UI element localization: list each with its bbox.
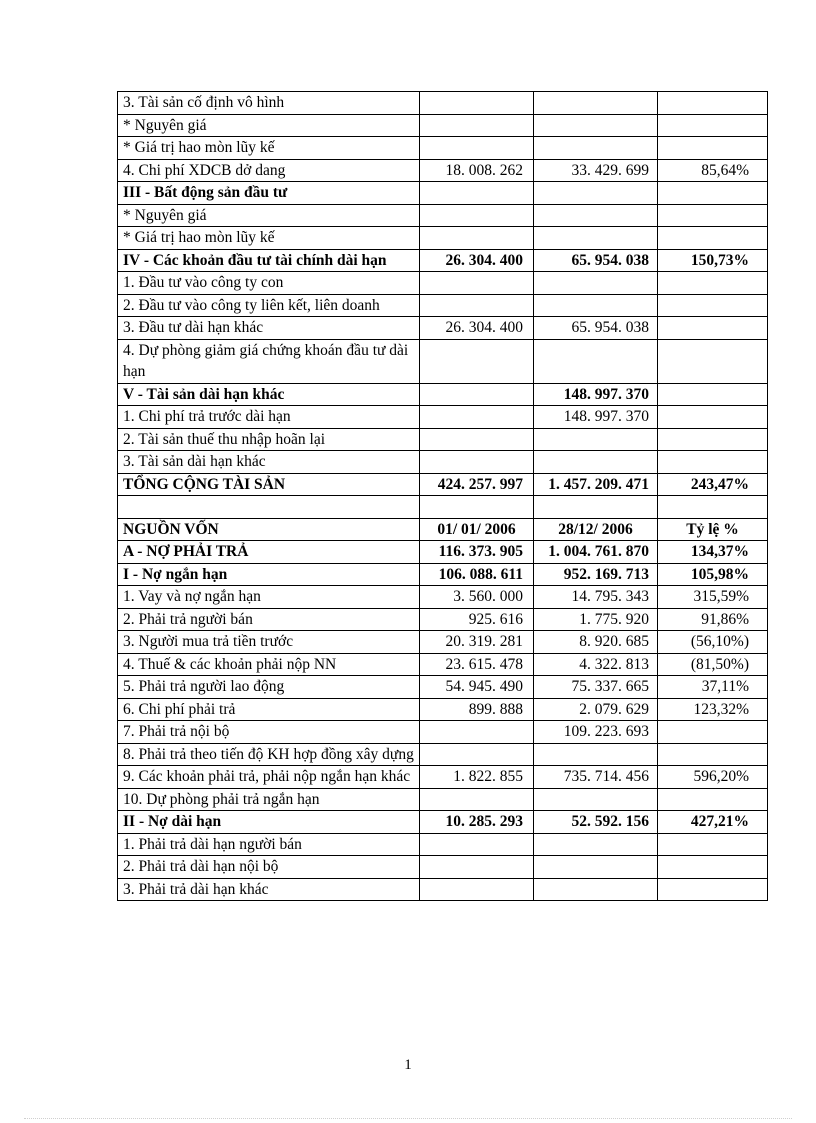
col-2006-12-28-value: 8. 920. 685	[534, 631, 658, 654]
table-row	[118, 92, 768, 115]
col-2006-01-01-value: 26. 304. 400	[420, 317, 534, 340]
row-label: 3. Đầu tư dài hạn khác	[118, 317, 420, 340]
table-row	[118, 204, 768, 227]
table-row	[118, 563, 768, 586]
ratio-value	[658, 227, 768, 250]
row-label: V - Tài sản dài hạn khác	[118, 383, 420, 406]
ratio-value	[658, 204, 768, 227]
col-2006-12-28-value: 65. 954. 038	[534, 317, 658, 340]
ratio-value	[658, 721, 768, 744]
row-label: 7. Phải trả nội bộ	[118, 721, 420, 744]
ratio-value: 427,21%	[658, 811, 768, 834]
col-2006-12-28-value	[534, 428, 658, 451]
col-2006-12-28-value: 148. 997. 370	[534, 406, 658, 429]
col-2006-01-01-value: 899. 888	[420, 698, 534, 721]
ratio-value	[658, 182, 768, 205]
col-2006-01-01-value: 424. 257. 997	[420, 473, 534, 496]
row-label: 1. Vay và nợ ngắn hạn	[118, 586, 420, 609]
col-2006-01-01-value	[420, 878, 534, 901]
col-2006-01-01-value: 23. 615. 478	[420, 653, 534, 676]
col-2006-01-01-value	[420, 743, 534, 766]
col-2006-12-28-value: 735. 714. 456	[534, 766, 658, 789]
table-row	[118, 383, 768, 406]
table-row	[118, 698, 768, 721]
table-row	[118, 878, 768, 901]
ratio-value	[658, 272, 768, 295]
col-2006-01-01-value: 116. 373. 905	[420, 541, 534, 564]
row-label: 4. Chi phí XDCB dở dang	[118, 159, 420, 182]
ratio-value	[658, 406, 768, 429]
table-row	[118, 811, 768, 834]
ratio-value: 596,20%	[658, 766, 768, 789]
table-row	[118, 317, 768, 340]
row-label: * Nguyên giá	[118, 114, 420, 137]
col-2006-01-01-value	[420, 182, 534, 205]
col-2006-12-28-value: 1. 457. 209. 471	[534, 473, 658, 496]
ratio-value	[658, 137, 768, 160]
col-2006-12-28-value	[534, 182, 658, 205]
row-label: 2. Phải trả dài hạn nội bộ	[118, 856, 420, 879]
col-2006-01-01-value	[420, 383, 534, 406]
col-2006-12-28-value	[534, 227, 658, 250]
col-2006-01-01-value	[420, 428, 534, 451]
col-2006-01-01-value: 01/ 01/ 2006	[420, 518, 534, 541]
col-2006-12-28-value	[534, 451, 658, 474]
col-2006-01-01-value	[420, 856, 534, 879]
ratio-value	[658, 428, 768, 451]
ratio-value: Tỷ lệ %	[658, 518, 768, 541]
row-label	[118, 496, 420, 519]
col-2006-12-28-value: 2. 079. 629	[534, 698, 658, 721]
row-label: I - Nợ ngắn hạn	[118, 563, 420, 586]
ratio-value: (56,10%)	[658, 631, 768, 654]
col-2006-01-01-value: 1. 822. 855	[420, 766, 534, 789]
ratio-value	[658, 294, 768, 317]
col-2006-12-28-value	[534, 294, 658, 317]
col-2006-01-01-value: 18. 008. 262	[420, 159, 534, 182]
table-row	[118, 833, 768, 856]
row-label: 3. Tài sản dài hạn khác	[118, 451, 420, 474]
table-row	[118, 182, 768, 205]
ratio-value	[658, 451, 768, 474]
col-2006-12-28-value: 952. 169. 713	[534, 563, 658, 586]
col-2006-12-28-value: 28/12/ 2006	[534, 518, 658, 541]
row-label: 6. Chi phí phải trả	[118, 698, 420, 721]
col-2006-01-01-value	[420, 721, 534, 744]
col-2006-01-01-value	[420, 227, 534, 250]
table-row	[118, 721, 768, 744]
table-row	[118, 653, 768, 676]
col-2006-01-01-value	[420, 272, 534, 295]
col-2006-12-28-value: 52. 592. 156	[534, 811, 658, 834]
row-label: 2. Phải trả người bán	[118, 608, 420, 631]
col-2006-01-01-value: 106. 088. 611	[420, 563, 534, 586]
balance-sheet-body	[118, 92, 768, 901]
ratio-value	[658, 788, 768, 811]
col-2006-12-28-value	[534, 114, 658, 137]
col-2006-12-28-value	[534, 92, 658, 115]
row-label: 1. Chi phí trả trước dài hạn	[118, 406, 420, 429]
col-2006-12-28-value	[534, 204, 658, 227]
ratio-value	[658, 317, 768, 340]
table-row	[118, 496, 768, 519]
row-label: II - Nợ dài hạn	[118, 811, 420, 834]
row-label: 5. Phải trả người lao động	[118, 676, 420, 699]
table-row	[118, 249, 768, 272]
row-label: NGUỒN VỐN	[118, 518, 420, 541]
ratio-value: 105,98%	[658, 563, 768, 586]
table-row	[118, 272, 768, 295]
col-2006-01-01-value	[420, 294, 534, 317]
table-row	[118, 406, 768, 429]
col-2006-12-28-value	[534, 272, 658, 295]
row-label: * Nguyên giá	[118, 204, 420, 227]
col-2006-12-28-value	[534, 496, 658, 519]
row-label: * Giá trị hao mòn lũy kế	[118, 227, 420, 250]
col-2006-01-01-value	[420, 406, 534, 429]
table-row	[118, 137, 768, 160]
row-label: 3. Phải trả dài hạn khác	[118, 878, 420, 901]
table-row	[118, 294, 768, 317]
table-row	[118, 743, 768, 766]
balance-sheet-table	[117, 91, 768, 901]
table-row	[118, 608, 768, 631]
table-row	[118, 788, 768, 811]
col-2006-01-01-value	[420, 114, 534, 137]
row-label: A - NỢ PHẢI TRẢ	[118, 541, 420, 564]
table-header-row	[118, 518, 768, 541]
table-row	[118, 339, 768, 383]
row-label: 4. Dự phòng giảm giá chứng khoán đầu tư dài hạn	[118, 339, 420, 383]
table-row	[118, 766, 768, 789]
ratio-value	[658, 339, 768, 383]
col-2006-01-01-value: 925. 616	[420, 608, 534, 631]
table-row	[118, 856, 768, 879]
ratio-value	[658, 114, 768, 137]
table-row	[118, 159, 768, 182]
ratio-value: 150,73%	[658, 249, 768, 272]
row-label: 3. Người mua trả tiền trước	[118, 631, 420, 654]
col-2006-12-28-value: 148. 997. 370	[534, 383, 658, 406]
col-2006-12-28-value: 14. 795. 343	[534, 586, 658, 609]
ratio-value	[658, 383, 768, 406]
col-2006-01-01-value	[420, 339, 534, 383]
table-row	[118, 473, 768, 496]
row-label: 9. Các khoản phải trả, phải nộp ngắn hạn khác	[118, 766, 420, 789]
table-row	[118, 114, 768, 137]
col-2006-01-01-value	[420, 137, 534, 160]
page-number: 1	[404, 1057, 412, 1073]
col-2006-12-28-value: 65. 954. 038	[534, 249, 658, 272]
row-label: 2. Đầu tư vào công ty liên kết, liên doanh	[118, 294, 420, 317]
ratio-value: 91,86%	[658, 608, 768, 631]
row-label: 10. Dự phòng phải trả ngắn hạn	[118, 788, 420, 811]
table-row	[118, 451, 768, 474]
ratio-value: 123,32%	[658, 698, 768, 721]
row-label: IV - Các khoản đầu tư tài chính dài hạn	[118, 249, 420, 272]
col-2006-12-28-value	[534, 137, 658, 160]
col-2006-12-28-value: 109. 223. 693	[534, 721, 658, 744]
row-label: 1. Đầu tư vào công ty con	[118, 272, 420, 295]
col-2006-01-01-value: 20. 319. 281	[420, 631, 534, 654]
ratio-value	[658, 856, 768, 879]
col-2006-12-28-value	[534, 788, 658, 811]
row-label: 1. Phải trả dài hạn người bán	[118, 833, 420, 856]
col-2006-01-01-value: 26. 304. 400	[420, 249, 534, 272]
col-2006-12-28-value	[534, 856, 658, 879]
col-2006-12-28-value	[534, 833, 658, 856]
ratio-value: 243,47%	[658, 473, 768, 496]
col-2006-12-28-value: 1. 775. 920	[534, 608, 658, 631]
row-label: 8. Phải trả theo tiến độ KH hợp đồng xây dựng	[118, 743, 420, 766]
table-row	[118, 227, 768, 250]
col-2006-01-01-value	[420, 204, 534, 227]
table-row	[118, 631, 768, 654]
col-2006-01-01-value: 10. 285. 293	[420, 811, 534, 834]
row-label: III - Bất động sản đầu tư	[118, 182, 420, 205]
ratio-value	[658, 496, 768, 519]
table-row	[118, 541, 768, 564]
col-2006-01-01-value	[420, 451, 534, 474]
col-2006-01-01-value	[420, 788, 534, 811]
table-row	[118, 676, 768, 699]
row-label: TỔNG CỘNG TÀI SẢN	[118, 473, 420, 496]
ratio-value: 134,37%	[658, 541, 768, 564]
col-2006-01-01-value: 54. 945. 490	[420, 676, 534, 699]
col-2006-12-28-value: 1. 004. 761. 870	[534, 541, 658, 564]
col-2006-12-28-value: 4. 322. 813	[534, 653, 658, 676]
col-2006-01-01-value: 3. 560. 000	[420, 586, 534, 609]
ratio-value	[658, 92, 768, 115]
ratio-value: (81,50%)	[658, 653, 768, 676]
col-2006-01-01-value	[420, 496, 534, 519]
ratio-value: 37,11%	[658, 676, 768, 699]
ratio-value: 85,64%	[658, 159, 768, 182]
table-row	[118, 428, 768, 451]
ratio-value	[658, 743, 768, 766]
col-2006-12-28-value	[534, 743, 658, 766]
row-label: 3. Tài sản cố định vô hình	[118, 92, 420, 115]
col-2006-12-28-value: 75. 337. 665	[534, 676, 658, 699]
row-label: 4. Thuế & các khoản phải nộp NN	[118, 653, 420, 676]
page-bottom-divider	[24, 1118, 792, 1119]
row-label: * Giá trị hao mòn lũy kế	[118, 137, 420, 160]
table-row	[118, 586, 768, 609]
col-2006-12-28-value	[534, 878, 658, 901]
col-2006-12-28-value: 33. 429. 699	[534, 159, 658, 182]
row-label: 2. Tài sản thuế thu nhập hoãn lại	[118, 428, 420, 451]
col-2006-12-28-value	[534, 339, 658, 383]
ratio-value: 315,59%	[658, 586, 768, 609]
ratio-value	[658, 878, 768, 901]
col-2006-01-01-value	[420, 92, 534, 115]
ratio-value	[658, 833, 768, 856]
col-2006-01-01-value	[420, 833, 534, 856]
